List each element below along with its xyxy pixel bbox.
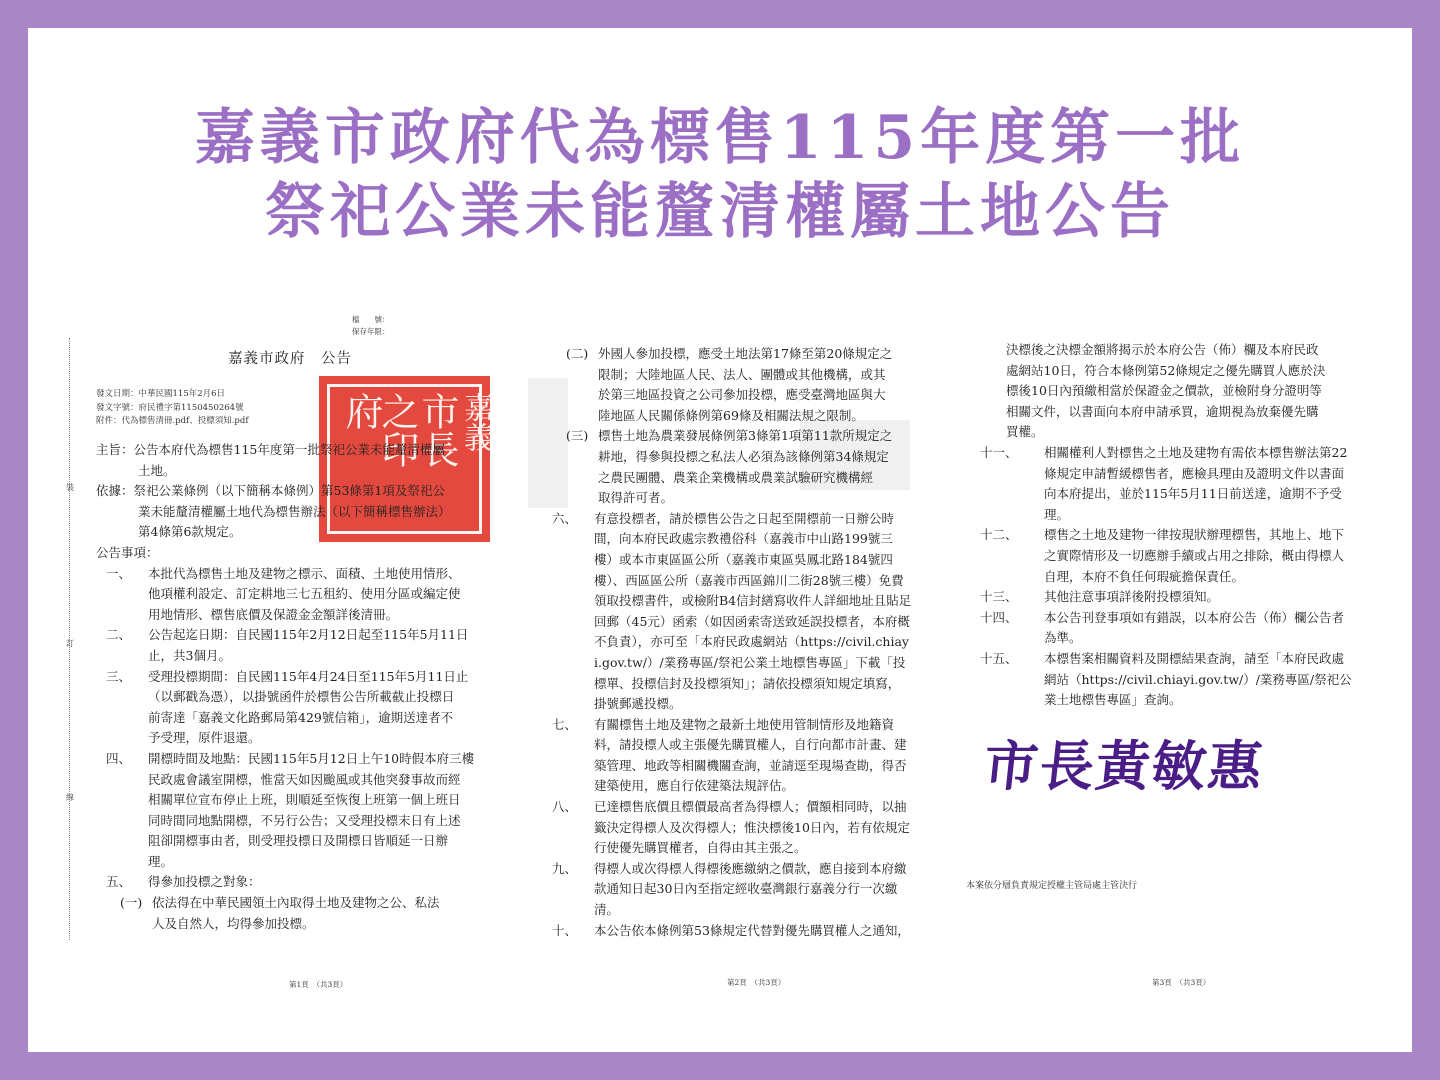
page-number: 第3頁 （共3頁） [1152,978,1211,987]
notice-item: 五、 得參加投標之對象： [106,874,261,890]
seal-text: 之印 [375,392,419,468]
issue-date: 發文日期：中華民國115年2月6日 [96,389,226,399]
page3-body [980,340,1356,711]
continued-item: 決標後之決標金額將揭示於本府公告（佈）欄及本府民政 處網站10日，符合本條例第52條規定之優先購買人應於決 標後10日內預繳相當於保證金之價款，並檢附身分證明等 相關文件，以書面向本府申請承買，逾期視為放棄優先購 買權。 [1006,342,1326,440]
basis-line: 第4條第6款規定。 [138,524,242,540]
document-meta [96,388,248,429]
document-number: 發文字號：府民禮字第1150450264號 [96,402,244,413]
binding-mark: 訂 [66,639,74,648]
delegation-note: 本案依分層負責規定授權主管局處主管決行 [966,881,1138,891]
notice-sub-item: (二) 外國人參加投標，應受土地法第17條至第20條規定之 限制；大陸地區人民、法人、團體或其他機構，或其 於第三地區投資之公司參加投標，應受臺灣地區與大 陸地區人民關係條例第69條及相關法規之限制。 [566,346,893,423]
subject-line: 主旨：公告本府代為標售115年度第一批祭祀公業未能釐清權屬 [96,442,445,457]
notice-item: 十二、 標售之土地及建物一律按現狀辦理標售，其地上、地下 之實際情形及一切應辦手續或占用之排除，概由得標人 自理，本府不負任何瑕疵擔保責任。 [980,527,1345,584]
notice-item: 六、 有意投標者，請於標售公告之日起至開標前一日辦公時 間，向本府民政處宗教禮俗科（嘉義市中山路199號三 樓）或本市東區區公所（嘉義市東區吳鳳北路184號四 樓）、西區區公所（嘉義市西區錦川二街28號三樓）免費 領取投標書件，或檢附B4信封繕寫收件人詳細地址且貼足 回郵（45元）函索（如因函索寄送致延誤投標者，本府概 不負責），亦可至「本府民政處網站（https://civil.chiay i.gov.tw/）/業務專區/祭祀公業土地標售專區」下載「投 標單、投標信封及投標須知」；請依投標須知規定填寫， 掛號郵遞投標。 [552,510,912,712]
notice-item: 十三、 其他注意事項詳後附投標須知。 [980,589,1220,605]
notice-item: 十一、 相關權利人對標售之土地及建物有需依本標售辦法第22 條規定申請暫緩標售者，應檢具理由及證明文件以書面 向本府提出，並於115年5月11日前送達，逾期不予受 理。 [980,444,1348,522]
issuing-organization: 嘉義市政府 公告 [228,351,352,367]
page1-body [96,440,496,934]
page2-body [552,344,934,941]
notice-item: 一、 本批代為標售土地及建物之標示、面積、土地使用情形、 他項權利設定、訂定耕地三七五租約、使用分區或編定使 用地情形、標售底價及保證金金額詳後清冊。 [106,565,461,622]
notice-item: 九、 得標人或次得標人得標後應繳納之價款，應自接到本府繳 款通知日起30日內至指定經收臺灣銀行嘉義分行一次繳 清。 [552,860,907,918]
notice-item: 二、 公告起迄日期：自民國115年2月12日起至115年5月11日 止，共3個月。 [106,627,469,663]
seal-text: 府 [339,392,383,430]
binding-mark: 線 [66,793,74,802]
notice-item: 四、 開標時間及地點：民國115年5月12日上午10時假本府三樓 民政處會議室開標，惟當天如因颱風或其他突發事故而經 相關單位宣布停止上班，則順延至恢復上班第一個上班日 同時間同地點開標，不另行公告；又受理投標末日有上述 阻卻開標事由者，則受理投標日及開標日皆順延一日辦 理。 [106,750,475,869]
page-number: 第2頁 （共3頁） [727,978,786,987]
notice-item: 十、 本公告依本條例第53條規定代替對優先購買權人之通知， [552,922,910,938]
binding-mark: 裝 [66,483,74,492]
notice-item: 八、 已達標售底價且標價最高者為得標人；價額相同時，以抽 籤決定得標人及次得標人；惟決標後10日內，若有依規定 行使優先購買權者，自得由其主張之。 [552,799,910,856]
notice-item: 三、 受理投標期間：自民國115年4月24日至115年5月11日止 （以郵戳為憑），以掛號函件於標售公告所載截止投標日 前寄達「嘉義文化路郵局第429號信箱」，逾期送達者不 予受理，原件退還。 [106,668,469,746]
basis-line: 依據：祭祀公業條例（以下簡稱本條例）第53條第1項及祭祀公 [96,483,445,499]
notice-item: 十四、 本公告刊登事項如有錯誤，以本府公告（佈）欄公告者 為準。 [980,609,1345,646]
announcement-title-line2: 祭祀公業未能釐清權屬土地公告 [265,177,1175,247]
notice-heading: 公告事項： [96,544,159,560]
mayor-signature: 市長黃敏惠 [980,734,1268,798]
page-number: 第1頁 （共3頁） [289,980,348,989]
basis-line: 業未能釐清權屬土地代為標售辦法（以下簡稱標售辦法） [138,503,451,519]
announcement-title-line1: 嘉義市政府代為標售115年度第一批 [194,103,1246,173]
notice-item: 十五、 本標售案相關資料及開標結果查詢，請至「本府民政處 網站（https://civil.chiayi.gov.tw/）/業務專區/祭祀公 業土地標售專區」查詢。 [980,650,1352,708]
notice-item: 七、 有關標售土地及建物之最新土地使用管制情形及地籍資 料，請投標人或主張優先購買權人，自行向都市計畫、建 築管理、地政等相關機關查詢，並請逕至現場查勘，得否 建築使用，應自行依建築法規評估。 [552,716,907,794]
subject-line: 土地。 [138,462,176,478]
notice-sub-item: (三) 標售土地為農業發展條例第3條第1項第11款所規定之 耕地，得參與投標之私法人必須為該條例第34條規定 之農民團體、農業企業機構或農業試驗研究機構經 取得許可者。 [566,428,893,506]
attachments: 附件：代為標售清冊.pdf、投標須知.pdf [96,416,249,427]
file-number-label: 檔 號： [352,315,390,324]
seal-text: 市長 [415,392,459,468]
retention-label: 保存年限： [352,327,390,336]
seal-text: 嘉義 [458,392,493,452]
notice-sub-item: (一) 依法得在中華民國領土內取得土地及建物之公、私法 人及自然人，均得參加投標。 [120,895,440,931]
